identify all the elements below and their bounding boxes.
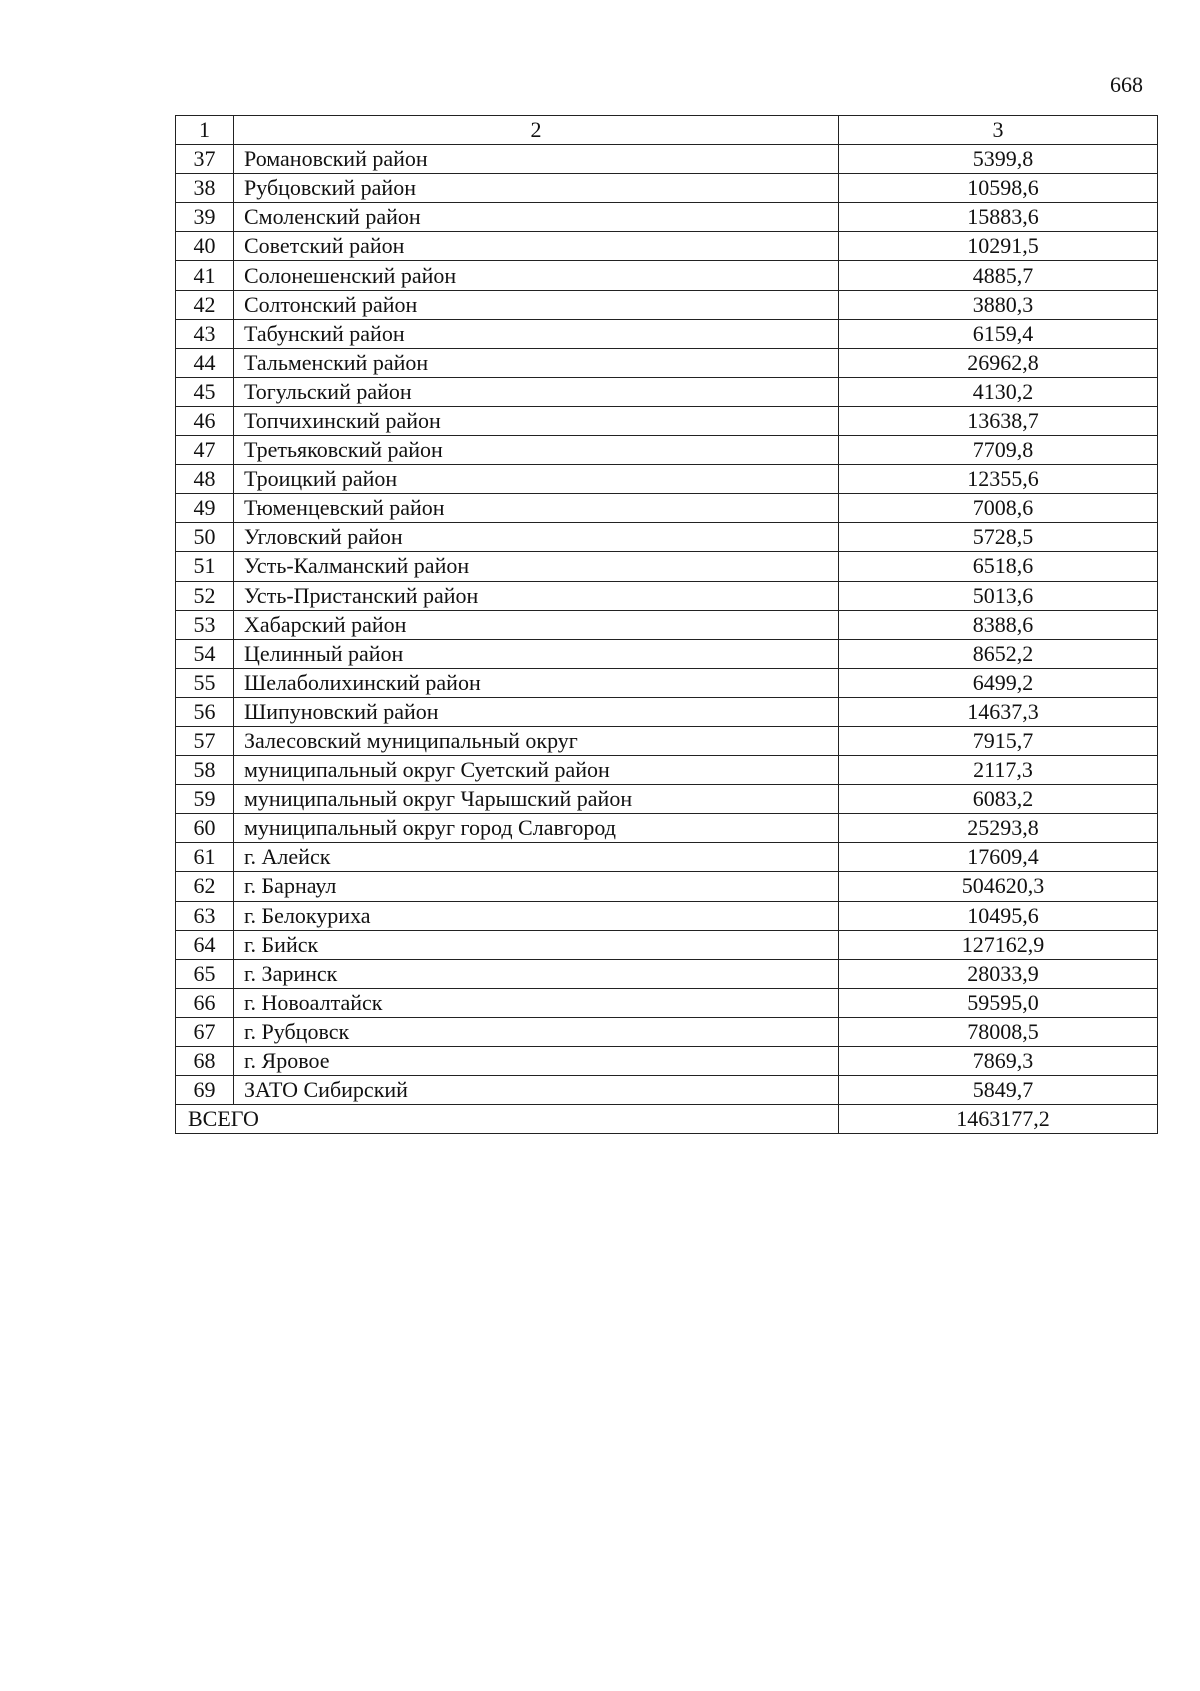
table-row xyxy=(176,814,1158,843)
table-row xyxy=(176,1076,1158,1105)
table-row xyxy=(176,377,1158,406)
table-row xyxy=(176,1047,1158,1076)
row-value: 10291,5 xyxy=(839,232,1158,261)
table-row xyxy=(176,639,1158,668)
row-name: Угловский район xyxy=(234,523,839,552)
table-row xyxy=(176,261,1158,290)
row-name: г. Новоалтайск xyxy=(234,988,839,1017)
row-number: 59 xyxy=(176,785,234,814)
table-row xyxy=(176,726,1158,755)
row-number: 40 xyxy=(176,232,234,261)
row-name: г. Алейск xyxy=(234,843,839,872)
table-row xyxy=(176,959,1158,988)
table-row xyxy=(176,552,1158,581)
total-label: ВСЕГО xyxy=(176,1105,839,1134)
table-row xyxy=(176,523,1158,552)
table-row xyxy=(176,348,1158,377)
page-number: 668 xyxy=(1110,72,1143,97)
row-name: Тальменский район xyxy=(234,348,839,377)
table-row xyxy=(176,668,1158,697)
row-number: 49 xyxy=(176,494,234,523)
table-row xyxy=(176,465,1158,494)
row-number: 38 xyxy=(176,174,234,203)
row-number: 57 xyxy=(176,726,234,755)
row-value: 7869,3 xyxy=(839,1047,1158,1076)
row-name: Рубцовский район xyxy=(234,174,839,203)
total-row xyxy=(176,1105,1158,1134)
row-value: 8388,6 xyxy=(839,610,1158,639)
row-number: 46 xyxy=(176,406,234,435)
row-value: 12355,6 xyxy=(839,465,1158,494)
row-name: Усть-Пристанский район xyxy=(234,581,839,610)
row-value: 26962,8 xyxy=(839,348,1158,377)
table-row xyxy=(176,785,1158,814)
table-row xyxy=(176,756,1158,785)
row-name: Хабарский район xyxy=(234,610,839,639)
table-row xyxy=(176,406,1158,435)
row-number: 56 xyxy=(176,697,234,726)
table-row xyxy=(176,203,1158,232)
row-name: ЗАТО Сибирский xyxy=(234,1076,839,1105)
row-value: 10598,6 xyxy=(839,174,1158,203)
row-name: Целинный район xyxy=(234,639,839,668)
row-number: 44 xyxy=(176,348,234,377)
row-value: 10495,6 xyxy=(839,901,1158,930)
row-name: Тогульский район xyxy=(234,377,839,406)
row-name: Советский район xyxy=(234,232,839,261)
row-number: 60 xyxy=(176,814,234,843)
table-row xyxy=(176,145,1158,174)
row-number: 50 xyxy=(176,523,234,552)
table-row xyxy=(176,697,1158,726)
row-value: 7008,6 xyxy=(839,494,1158,523)
row-name: Усть-Калманский район xyxy=(234,552,839,581)
row-value: 13638,7 xyxy=(839,406,1158,435)
table-row xyxy=(176,610,1158,639)
table-body xyxy=(176,116,1158,1134)
row-number: 61 xyxy=(176,843,234,872)
table-row xyxy=(176,174,1158,203)
row-value: 7709,8 xyxy=(839,436,1158,465)
row-name: Залесовский муниципальный округ xyxy=(234,726,839,755)
row-number: 37 xyxy=(176,145,234,174)
table-row xyxy=(176,988,1158,1017)
row-number: 39 xyxy=(176,203,234,232)
row-value: 6499,2 xyxy=(839,668,1158,697)
row-number: 58 xyxy=(176,756,234,785)
row-name: Табунский район xyxy=(234,319,839,348)
header-cell-3: 3 xyxy=(839,116,1158,145)
row-number: 54 xyxy=(176,639,234,668)
table-row xyxy=(176,290,1158,319)
row-value: 59595,0 xyxy=(839,988,1158,1017)
row-name: Солтонский район xyxy=(234,290,839,319)
total-value: 1463177,2 xyxy=(839,1105,1158,1134)
row-value: 4130,2 xyxy=(839,377,1158,406)
row-name: муниципальный округ Суетский район xyxy=(234,756,839,785)
table-row xyxy=(176,494,1158,523)
row-number: 55 xyxy=(176,668,234,697)
table-row xyxy=(176,436,1158,465)
row-name: г. Рубцовск xyxy=(234,1017,839,1046)
row-number: 47 xyxy=(176,436,234,465)
row-name: Тюменцевский район xyxy=(234,494,839,523)
row-name: муниципальный округ Чарышский район xyxy=(234,785,839,814)
budget-allocation-table xyxy=(175,115,1158,1134)
row-number: 53 xyxy=(176,610,234,639)
row-number: 51 xyxy=(176,552,234,581)
header-cell-1: 1 xyxy=(176,116,234,145)
row-value: 127162,9 xyxy=(839,930,1158,959)
row-name: Шипуновский район xyxy=(234,697,839,726)
table-row xyxy=(176,1017,1158,1046)
table-row xyxy=(176,843,1158,872)
row-value: 4885,7 xyxy=(839,261,1158,290)
row-value: 5013,6 xyxy=(839,581,1158,610)
row-name: Романовский район xyxy=(234,145,839,174)
row-number: 66 xyxy=(176,988,234,1017)
table-row xyxy=(176,232,1158,261)
row-value: 15883,6 xyxy=(839,203,1158,232)
row-value: 5399,8 xyxy=(839,145,1158,174)
row-number: 48 xyxy=(176,465,234,494)
header-row xyxy=(176,116,1158,145)
table-row xyxy=(176,930,1158,959)
row-name: г. Белокуриха xyxy=(234,901,839,930)
row-value: 504620,3 xyxy=(839,872,1158,901)
row-name: г. Заринск xyxy=(234,959,839,988)
row-value: 3880,3 xyxy=(839,290,1158,319)
row-number: 65 xyxy=(176,959,234,988)
row-name: Третьяковский район xyxy=(234,436,839,465)
row-value: 78008,5 xyxy=(839,1017,1158,1046)
row-name: Топчихинский район xyxy=(234,406,839,435)
row-value: 14637,3 xyxy=(839,697,1158,726)
header-cell-2: 2 xyxy=(234,116,839,145)
table-row xyxy=(176,319,1158,348)
row-number: 63 xyxy=(176,901,234,930)
row-value: 6518,6 xyxy=(839,552,1158,581)
row-number: 68 xyxy=(176,1047,234,1076)
row-value: 2117,3 xyxy=(839,756,1158,785)
table-row xyxy=(176,901,1158,930)
table-row xyxy=(176,581,1158,610)
row-value: 6083,2 xyxy=(839,785,1158,814)
row-value: 25293,8 xyxy=(839,814,1158,843)
row-name: г. Яровое xyxy=(234,1047,839,1076)
row-name: муниципальный округ город Славгород xyxy=(234,814,839,843)
table-row xyxy=(176,872,1158,901)
row-value: 6159,4 xyxy=(839,319,1158,348)
row-number: 45 xyxy=(176,377,234,406)
row-number: 52 xyxy=(176,581,234,610)
row-name: Смоленский район xyxy=(234,203,839,232)
row-number: 41 xyxy=(176,261,234,290)
row-value: 5728,5 xyxy=(839,523,1158,552)
row-name: г. Барнаул xyxy=(234,872,839,901)
row-value: 8652,2 xyxy=(839,639,1158,668)
row-name: Шелаболихинский район xyxy=(234,668,839,697)
row-name: Солонешенский район xyxy=(234,261,839,290)
row-number: 64 xyxy=(176,930,234,959)
row-value: 17609,4 xyxy=(839,843,1158,872)
row-value: 28033,9 xyxy=(839,959,1158,988)
row-number: 67 xyxy=(176,1017,234,1046)
row-number: 62 xyxy=(176,872,234,901)
row-number: 69 xyxy=(176,1076,234,1105)
row-number: 43 xyxy=(176,319,234,348)
row-value: 7915,7 xyxy=(839,726,1158,755)
row-name: г. Бийск xyxy=(234,930,839,959)
row-name: Троицкий район xyxy=(234,465,839,494)
row-value: 5849,7 xyxy=(839,1076,1158,1105)
row-number: 42 xyxy=(176,290,234,319)
